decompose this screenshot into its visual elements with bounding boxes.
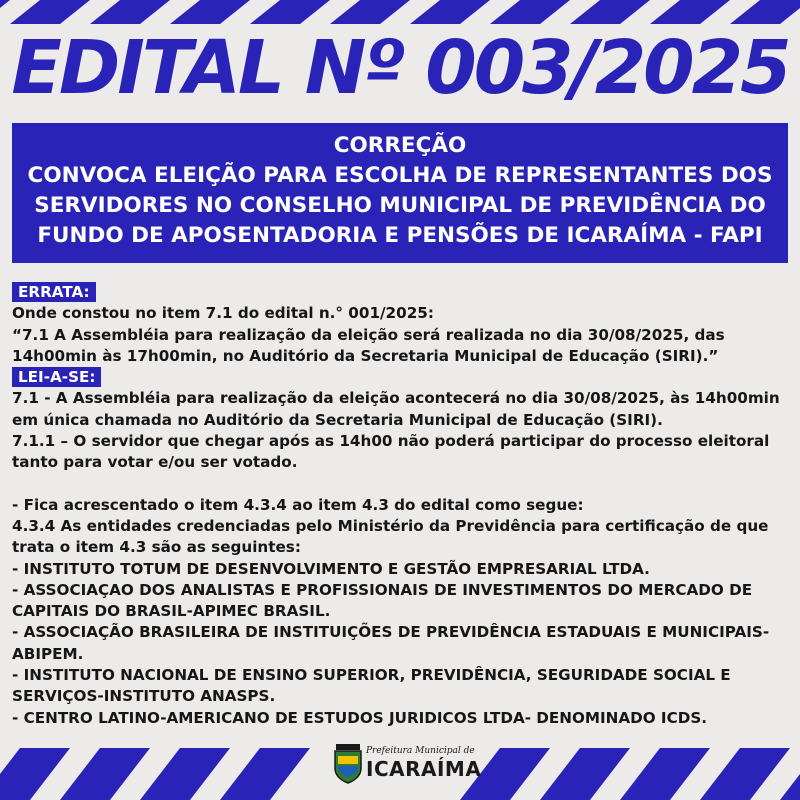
errata-quote-line: 14h00min às 17h00min, no Auditório da Secretaria Municipal de Educação (SIRI).” — [12, 346, 719, 365]
leiase-line: 7.1 - A Assembléia para realização da eleição acontecerá no dia 30/08/2025, às 14h00min — [12, 389, 780, 408]
subject-banner — [12, 123, 788, 263]
entity-list-item: CAPITAIS DO BRASIL-APIMEC BRASIL. — [12, 602, 331, 621]
leiase-line: tanto para votar e/ou ser votado. — [12, 453, 298, 472]
errata-label: ERRATA: — [12, 282, 96, 302]
leiase-label: LEI-A-SE: — [12, 367, 101, 387]
errata-quote-line: “7.1 A Assembléia para realização da eleição será realizada no dia 30/08/2025, das — [12, 325, 725, 344]
logo-name: ICARAÍMA — [366, 757, 482, 781]
edital-title: EDITAL Nº 003/2025 — [11, 25, 789, 111]
entity-list-item: - CENTRO LATINO-AMERICANO DE ESTUDOS JURIDICOS LTDA- DENOMINADO ICDS. — [12, 708, 708, 727]
entity-list-item: SERVIÇOS-INSTITUTO ANASPS. — [12, 687, 276, 706]
leiase-line: em única chamada no Auditório da Secretaria Municipal de Educação (SIRI). — [12, 410, 663, 429]
leiase-line: 7.1.1 – O servidor que chegar após as 14h00 não poderá participar do processo eleitoral — [12, 432, 770, 451]
entity-list-item: - ASSOCIAÇÃO BRASILEIRA DE INSTITUIÇÕES DE PREVIDÊNCIA ESTADUAIS E MUNICIPAIS- — [12, 623, 770, 642]
entity-list-item: ABIPEM. — [12, 644, 84, 663]
addendum-line: - Fica acrescentado o item 4.3.4 ao item 4.3 do edital como segue: — [12, 495, 584, 514]
entity-list-item: - INSTITUTO NACIONAL DE ENSINO SUPERIOR, PREVIDÊNCIA, SEGURIDADE SOCIAL E — [12, 666, 731, 685]
banner-line-correcao: CORREÇÃO — [333, 133, 467, 158]
banner-line: SERVIDORES NO CONSELHO MUNICIPAL DE PREVIDÊNCIA DO — [34, 193, 766, 218]
paragraph-spacer — [12, 474, 792, 495]
coat-of-arms-icon — [332, 744, 364, 784]
errata-intro: Onde constou no item 7.1 do edital n.° 001/2025: — [12, 304, 434, 323]
addendum-line: trata o item 4.3 são as seguintes: — [12, 538, 301, 557]
banner-line: CONVOCA ELEIÇÃO PARA ESCOLHA DE REPRESENTANTES DOS — [27, 163, 773, 188]
edital-body — [12, 282, 792, 729]
addendum-line: 4.3.4 As entidades credenciadas pelo Ministério da Previdência para certificação de que — [12, 516, 769, 535]
entity-list-item: - INSTITUTO TOTUM DE DESENVOLVIMENTO E GESTÃO EMPRESARIAL LTDA. — [12, 559, 650, 578]
entity-list-item: - ASSOCIAÇAO DOS ANALISTAS E PROFISSIONAIS DE INVESTIMENTOS DO MERCADO DE — [12, 580, 753, 599]
banner-line: FUNDO DE APOSENTADORIA E PENSÕES DE ICARAÍMA - FAPI — [37, 223, 763, 248]
prefeitura-logo — [332, 742, 482, 790]
logo-subtitle: Prefeitura Municipal de — [366, 746, 475, 756]
